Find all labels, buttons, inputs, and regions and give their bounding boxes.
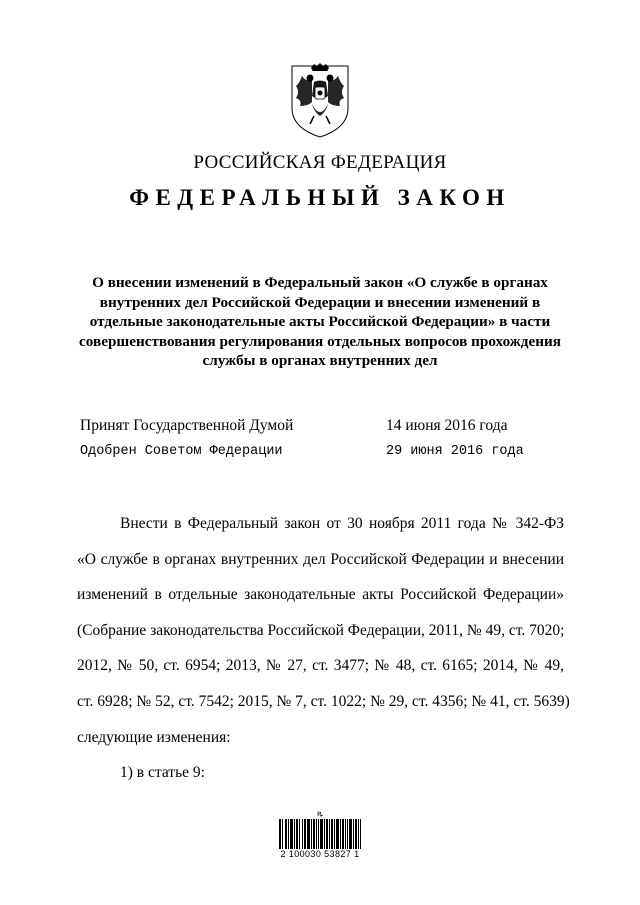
body-line: (Собрание законодательства Российской Федерации, 2011, № 49, ст. 7020; [77,621,565,639]
coat-of-arms-icon [286,62,354,140]
title-line: О внесении изменений в Федеральный закон «О службе в органах [92,274,548,291]
body-line: следующие изменения: [77,728,231,746]
council-approval-label: Одобрен Советом Федерации [80,444,283,459]
body-line: 2012, № 50, ст. 6954; 2013, № 27, ст. 3477; № 48, ст. 6165; 2014, № 49, [77,657,564,675]
title-line: службы в органах внутренних дел [202,352,438,369]
title-line: совершенствования регулирования отдельных вопросов прохождения [79,332,561,350]
title-line: отдельные законодательные акты Российской Федерации» в части [89,313,551,330]
country-name: РОССИЙСКАЯ ФЕДЕРАЦИЯ [193,152,447,173]
barcode-mark: ꝶ [316,809,324,818]
barcode-number: 2 100030 53827 1 [280,849,360,859]
body-line: «О службе в органах внутренних дел Российской Федерации и внесении [77,550,564,568]
barcode-icon [279,819,361,849]
body-line: изменений в отдельные законодательные акты Российской Федерации» [77,586,564,604]
duma-adoption-date: 14 июня 2016 года [386,417,508,434]
duma-adoption-label: Принят Государственной Думой [80,417,294,434]
body-line: 1) в статье 9: [120,764,205,782]
document-barcode [265,810,375,865]
title-line: внутренних дел Российской Федерации и внесении изменений в [99,293,541,311]
body-line: Внести в Федеральный закон от 30 ноября 2011 года № 342-ФЗ [120,515,564,532]
council-approval-date: 29 июня 2016 года [386,444,524,459]
document-type: ФЕДЕРАЛЬНЫЙ ЗАКОН [129,185,511,210]
document-title [60,273,580,371]
body-line: ст. 6928; № 52, ст. 7542; 2015, № 7, ст. 1022; № 29, ст. 4356; № 41, ст. 5639) [77,692,570,710]
document-body [77,515,570,800]
